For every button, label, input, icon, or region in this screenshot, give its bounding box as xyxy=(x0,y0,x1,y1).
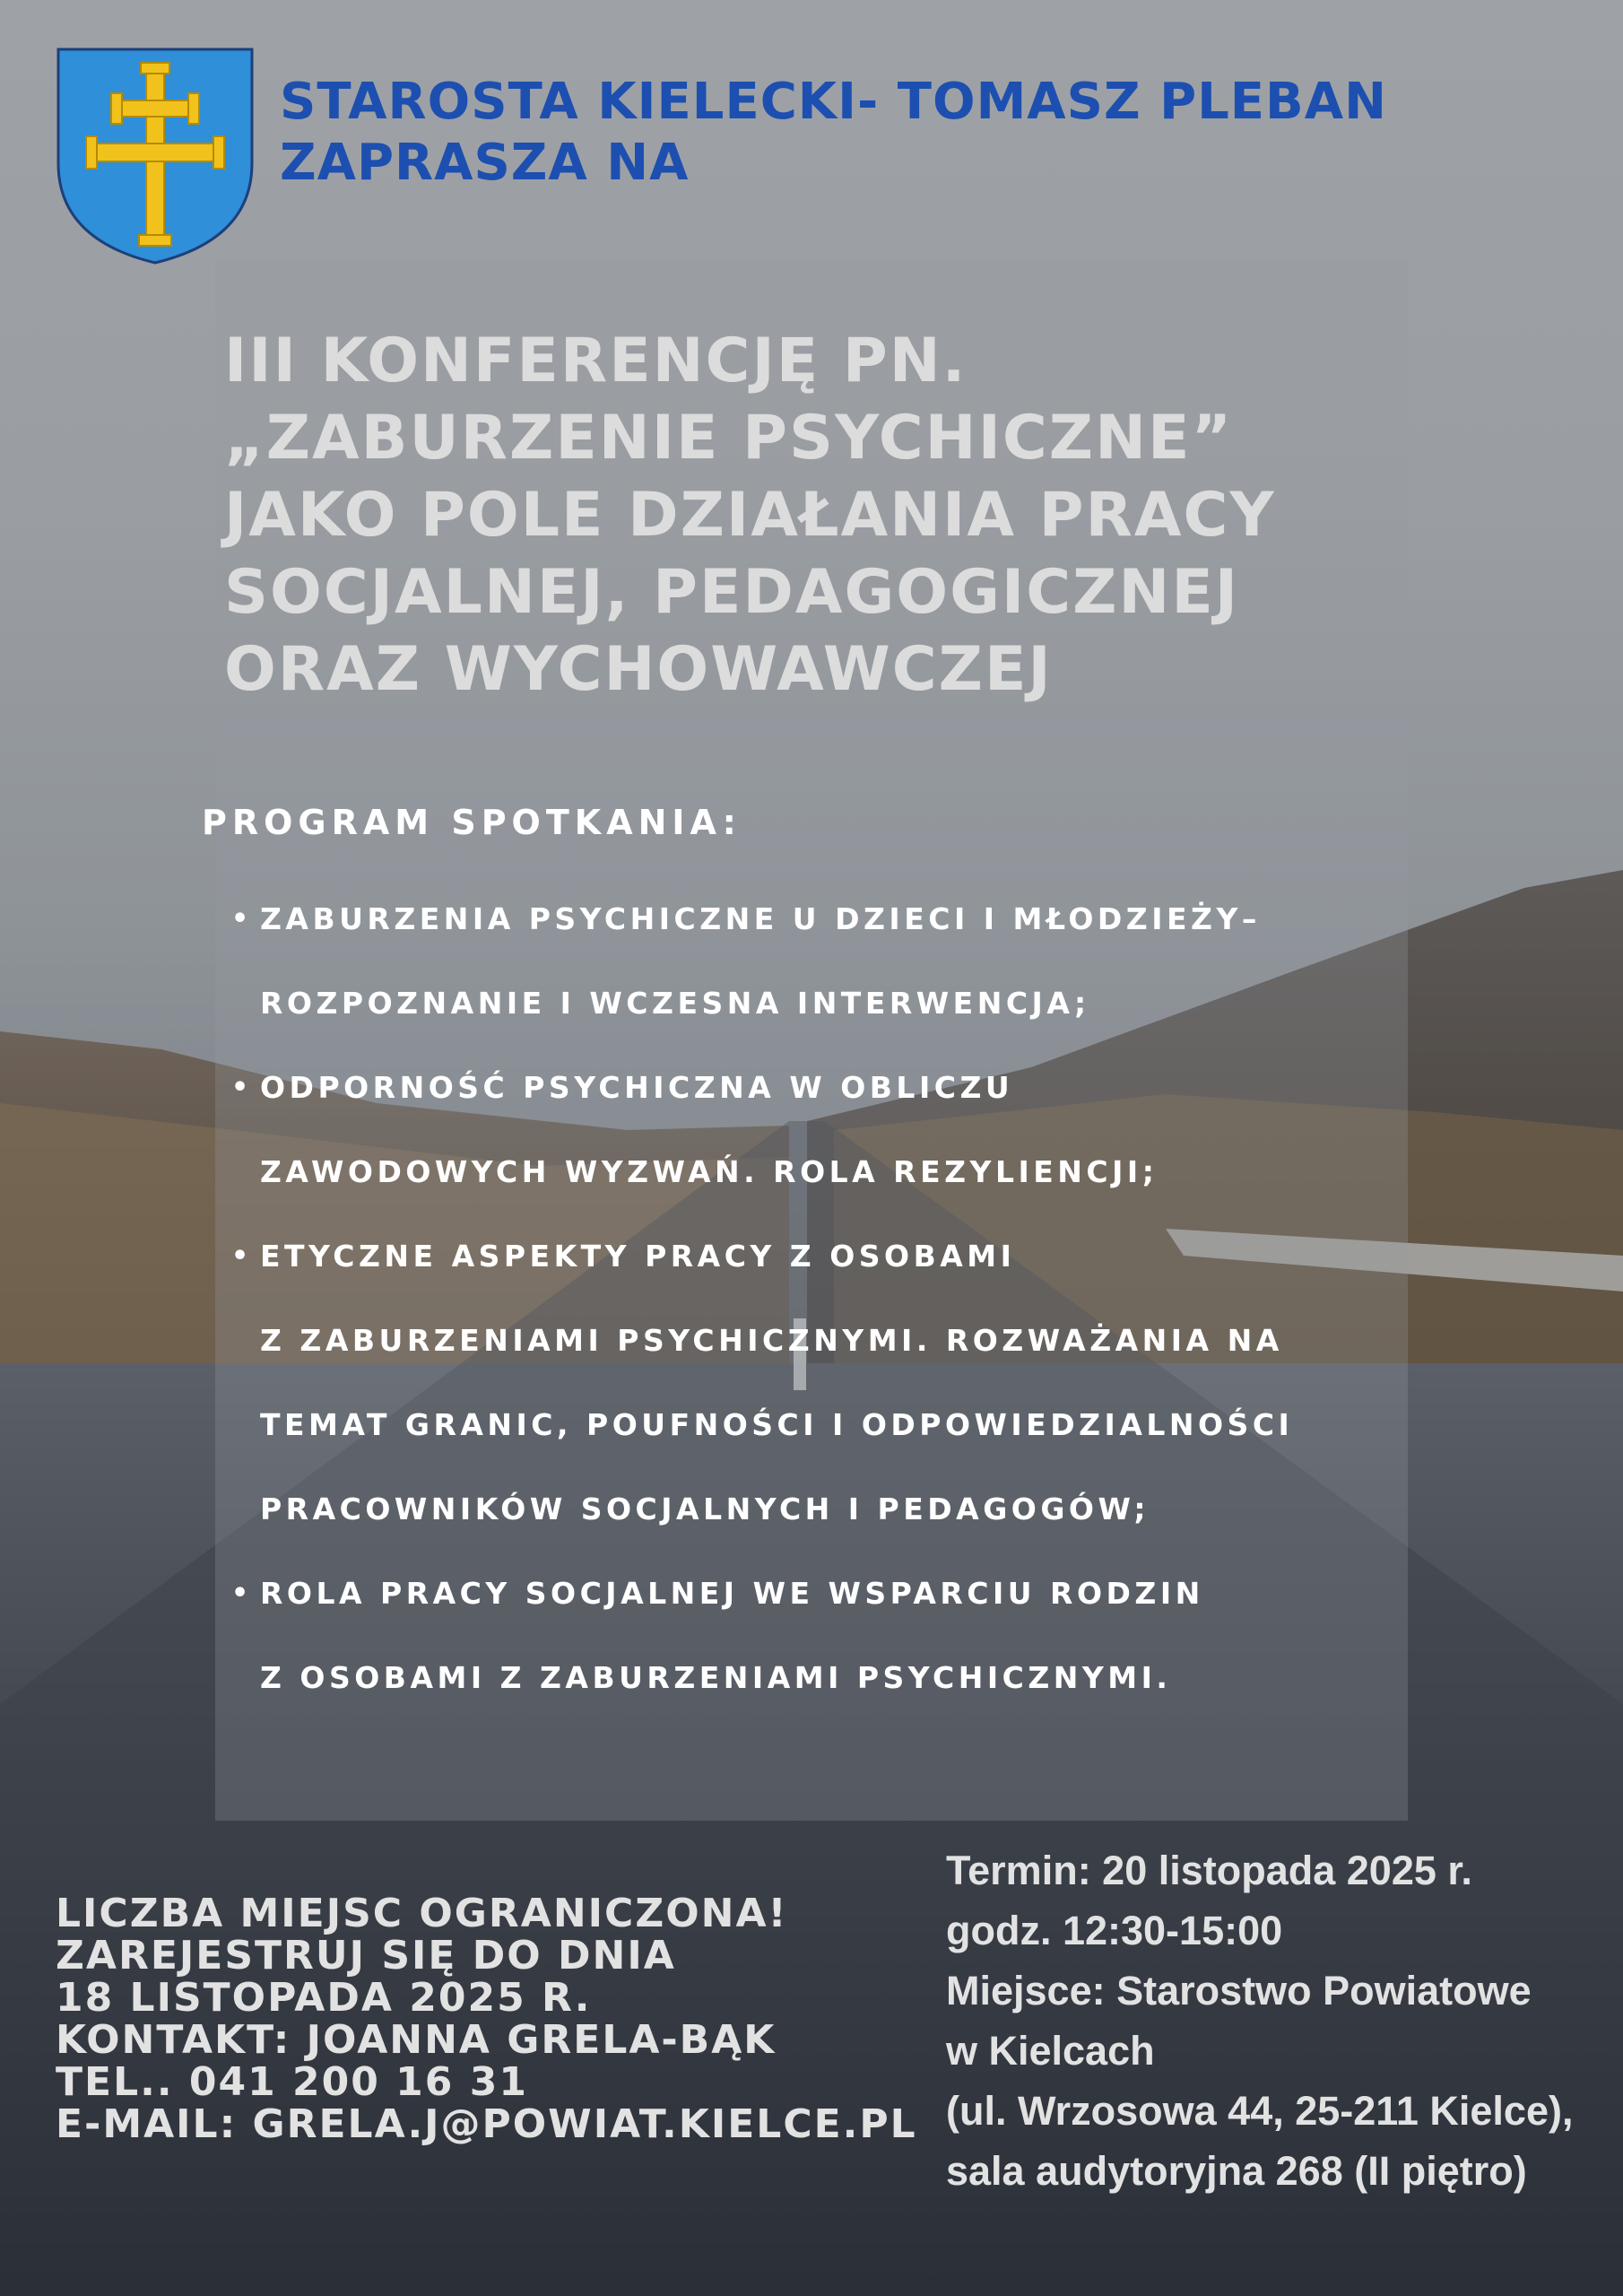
title-line: ORAZ WYCHOWAWCZEJ xyxy=(224,634,1053,705)
program-item xyxy=(260,1057,1444,1225)
program-item-line: Z OSOBAMI Z ZABURZENIAMI PSYCHICZNYMI. xyxy=(260,1660,1172,1695)
conference-title xyxy=(224,323,1408,709)
event-room: sala audytoryjna 268 (II piętro) xyxy=(946,2148,1527,2194)
program-item xyxy=(260,1225,1444,1562)
contact-person: KONTAKT: JOANNA GRELA-BĄK xyxy=(56,2017,777,2063)
program-item-line: ZAWODOWYCH WYZWAŃ. ROLA REZYLIENCJI; xyxy=(260,1154,1159,1189)
double-cross-coat-of-arms-icon xyxy=(56,47,255,265)
contact-email: E-MAIL: GRELA.J@POWIAT.KIELCE.PL xyxy=(56,2101,917,2147)
program-item-line: • ZABURZENIA PSYCHICZNE U DZIECI I MŁODZIEŻY– xyxy=(260,901,1261,936)
header-line-2: ZAPRASZA NA xyxy=(280,134,690,192)
title-line: III KONFERENCJĘ PN. xyxy=(224,326,968,396)
program-item-line: PRACOWNIKÓW SOCJALNYCH I PEDAGOGÓW; xyxy=(260,1492,1150,1526)
program-item-line: • ROLA PRACY SOCJALNEJ WE WSPARCIU RODZIN xyxy=(260,1576,1204,1611)
program-list xyxy=(260,888,1444,1731)
registration-deadline: 18 LISTOPADA 2025 R. xyxy=(56,1975,592,2021)
program-item xyxy=(260,888,1444,1057)
registration-info xyxy=(56,1892,917,2145)
header-line-1: STAROSTA KIELECKI- TOMASZ PLEBAN xyxy=(280,73,1387,131)
program-item xyxy=(260,1562,1444,1731)
contact-phone: TEL.. 041 200 16 31 xyxy=(56,2059,528,2105)
program-item-line: ROZPOZNANIE I WCZESNA INTERWENCJA; xyxy=(260,986,1090,1021)
title-line: „ZABURZENIE PSYCHICZNE” xyxy=(224,403,1234,474)
limited-seats-text: LICZBA MIEJSC OGRANICZONA! xyxy=(56,1891,788,1936)
event-time: godz. 12:30-15:00 xyxy=(946,1908,1283,1953)
title-line: JAKO POLE DZIAŁANIA PRACY xyxy=(224,480,1276,551)
event-place-city: w Kielcach xyxy=(946,2028,1155,2074)
organizer-header xyxy=(280,72,1387,194)
event-address: (ul. Wrzosowa 44, 25-211 Kielce), xyxy=(946,2088,1574,2134)
program-item-line: Z ZABURZENIAMI PSYCHICZNYMI. ROZWAŻANIA NA xyxy=(260,1323,1283,1358)
event-date: Termin: 20 listopada 2025 r. xyxy=(946,1848,1472,1893)
program-heading: PROGRAM SPOTKANIA: xyxy=(202,803,742,842)
program-item-line: • ODPORNOŚĆ PSYCHICZNA W OBLICZU xyxy=(260,1070,1014,1105)
program-item-line: • ETYCZNE ASPEKTY PRACY Z OSOBAMI xyxy=(260,1239,1016,1274)
event-details xyxy=(946,1840,1573,2201)
register-by-text: ZAREJESTRUJ SIĘ DO DNIA xyxy=(56,1933,676,1979)
program-item-line: TEMAT GRANIC, POUFNOŚCI I ODPOWIEDZIALNOŚCI xyxy=(260,1407,1294,1442)
title-line: SOCJALNEJ, PEDAGOGICZNEJ xyxy=(224,557,1240,628)
event-place: Miejsce: Starostwo Powiatowe xyxy=(946,1968,1532,2013)
